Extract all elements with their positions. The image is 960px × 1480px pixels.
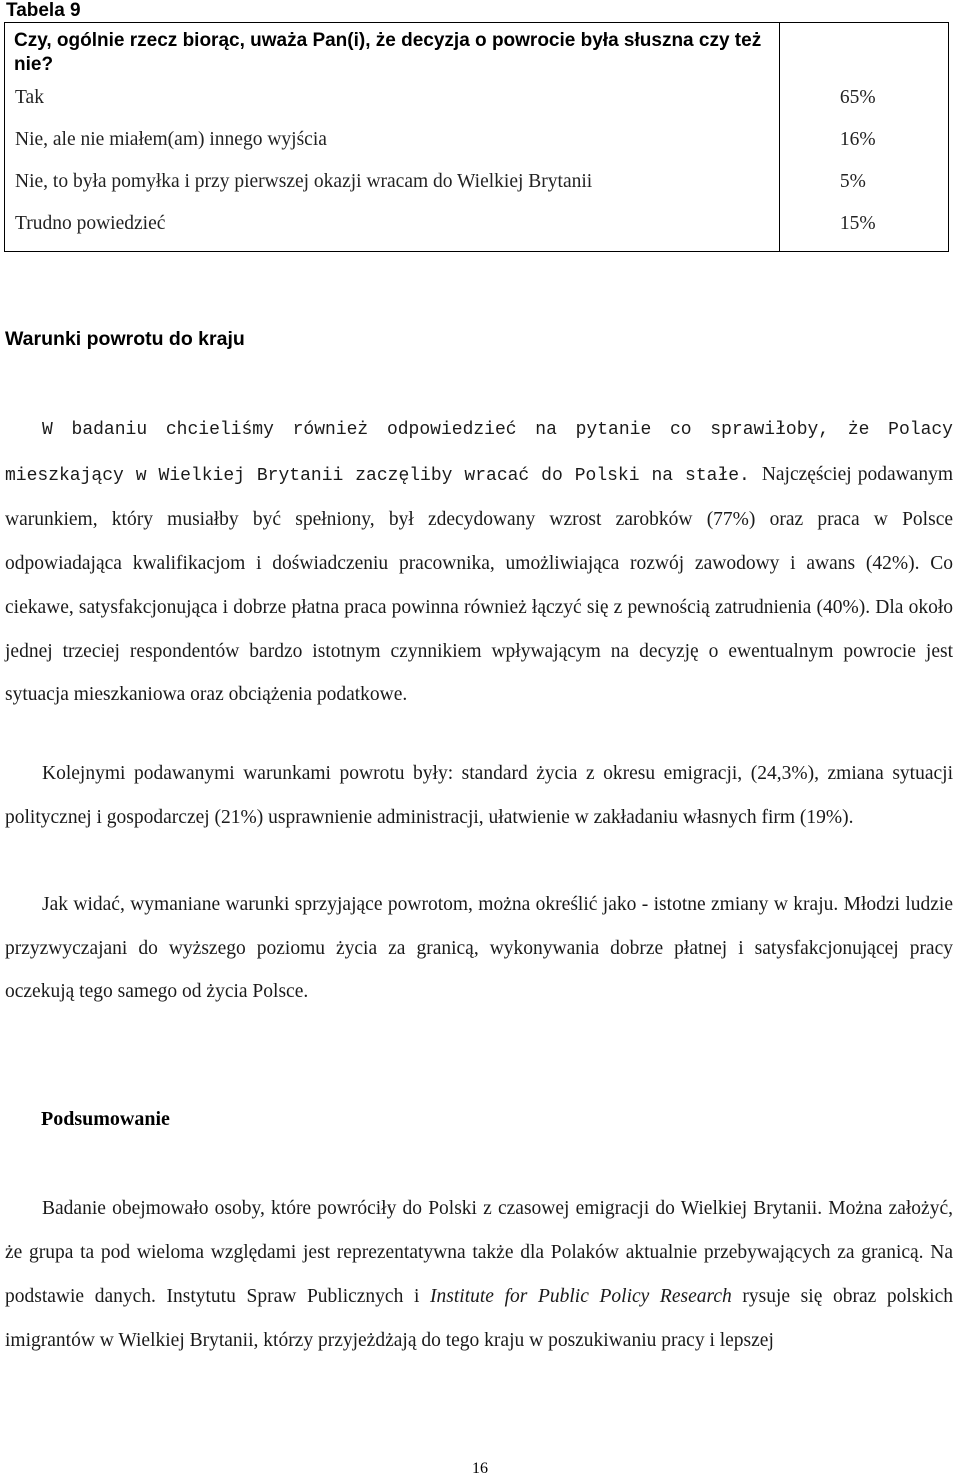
paragraph-return-conditions [5,407,953,717]
paragraph-text: Kolejnymi podawanymi warunkami powrotu były: standard życia z okresu emigracji, (24,3%), zmiana sytuacji politycznej i gospodarczej (21%) usprawnienie administracji, ułatwienie w zakładaniu własnych firm (19%). [5,763,953,828]
table-caption: Tabela 9 [6,0,81,21]
question-text: Czy, ogólnie rzecz biorąc, uważa Pan(i), że decyzja o powrocie była słuszna czy też nie? [14,30,762,75]
paragraph-text: Badanie obejmowało osoby, które powróciły do Polski z czasowej emigracji do Wielkiej Brytanii. Można założyć, że grupa ta pod wieloma względami jest reprezentatywna także dla Polaków aktualnie przebywających za granicą. Na podstawie danych. Instytutu Spraw Publicznych i [5,1198,953,1307]
answer-label: Trudno powiedzieć [15,213,166,234]
page-number: 16 [472,1460,488,1477]
survey-table [4,22,949,252]
paragraph-text: Dla około jednej trzeciej respondentów bardzo istotnym czynnikiem wpływającym na decyzję o ewentualnym powrocie jest sytuacja mieszkaniowa oraz obciążenia podatkowe. [5,596,953,706]
answer-value: 5% [839,171,866,192]
answer-label: Nie, to była pomyłka i przy pierwszej okazji wracam do Wielkiej Brytanii [15,171,593,192]
paragraph-text: W badaniu chcieliśmy również odpowiedzieć na pytanie co sprawiłoby, że Polacy mieszkający w Wielkiej Brytanii zaczęliby wracać do Polski na stałe. [5,420,953,486]
answer-value: 16% [839,129,876,150]
answer-label: Nie, ale nie miałem(am) innego wyjścia [15,129,327,150]
question-cell [5,23,780,252]
italic-institution-name: Institute for Public Policy Research [430,1286,732,1307]
section-heading-return-conditions: Warunki powrotu do kraju [5,328,245,350]
paragraph-text: Najczęściej podawanym warunkiem, który musiałby być spełniony, był zdecydowany wzrost zarobków (77%) oraz praca w Polsce odpowiadająca kwalifikacjom i doświadczeniu pracownika, umożliwiająca rozwój zawodowy i awans (42%). [5,463,953,575]
answer-value: 65% [839,87,876,108]
paragraph-text: Jak widać, wymaniane warunki sprzyjające powrotom, można określić jako - istotne zmiany w kraju. Młodzi ludzie przyzwyczajani do wyższego poziomu życia za granicą, wykonywania dobrze płatnej i satysfakcjonującej pracy oczekują tego samego od życia Polsce. [5,894,953,1003]
section-heading-summary: Podsumowanie [41,1108,170,1130]
answer-labels [5,77,779,251]
answer-value: 15% [839,213,876,234]
paragraph-summary [5,1187,953,1363]
answer-values [780,77,948,251]
answer-label: Tak [15,87,44,108]
paragraph-text: rysuje się obraz polskich imigrantów w Wielkiej Brytanii, którzy przyjeżdżają do tego kraju w poszukiwaniu pracy i lepszej [5,1286,953,1351]
question-value-spacer [780,23,948,77]
paragraph-text: Co ciekawe, satysfakcjonująca i dobrze płatna praca powinna również łączyć się z pewnością zatrudnienia (40%). [5,553,953,618]
value-cell [779,23,948,252]
paragraph-other-conditions [5,752,953,839]
paragraph-conclusion [5,883,953,1014]
